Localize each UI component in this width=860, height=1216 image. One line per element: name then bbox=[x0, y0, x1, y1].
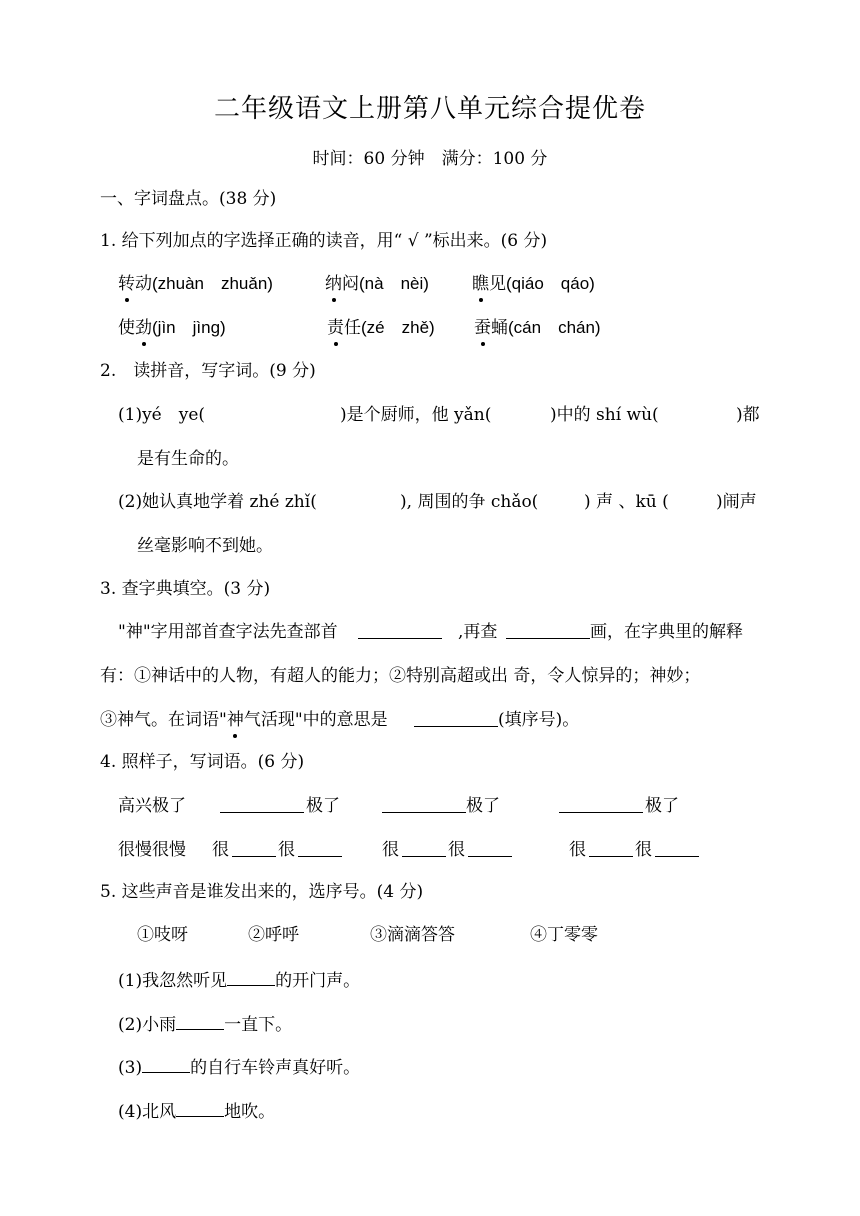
q2-line-3d: )闹声 bbox=[716, 492, 757, 512]
q2-line-3c: ) 声 、kū ( bbox=[584, 492, 669, 512]
dotted-char: 瞧 bbox=[472, 274, 489, 294]
answer-blank[interactable] bbox=[402, 838, 446, 857]
answer-blank[interactable] bbox=[227, 967, 275, 986]
q2-line-4: 丝毫影响不到她。 bbox=[137, 536, 273, 556]
pinyin-item: 转动(zhuàn zhuǎn) bbox=[118, 274, 273, 294]
q2-line-2: 是有生命的。 bbox=[137, 449, 239, 469]
q2-line-3a: (2)她认真地学着 zhé zhǐ( bbox=[118, 492, 317, 512]
option-item: ③滴滴答答 bbox=[370, 925, 455, 945]
q4-example-2: 很慢很慢 bbox=[118, 840, 186, 860]
q3-line-1c: 画，在字典里的解释 bbox=[590, 622, 743, 642]
answer-blank[interactable] bbox=[506, 620, 590, 639]
answer-blank[interactable] bbox=[559, 794, 643, 813]
question-2-heading: 2. 读拼音，写字词。(9 分) bbox=[100, 361, 316, 381]
answer-blank[interactable] bbox=[176, 1098, 224, 1117]
question-5-heading: 5. 这些声音是谁发出来的，选序号。(4 分) bbox=[100, 882, 424, 902]
question-3-heading: 3. 查字典填空。(3 分) bbox=[100, 579, 271, 599]
fill-item: (4)北风 地吹。 bbox=[118, 1098, 275, 1124]
option-item: ④丁零零 bbox=[530, 925, 598, 945]
q3-line-1b: ,再查 bbox=[458, 622, 498, 642]
page-title: 二年级语文上册第八单元综合提优卷 bbox=[213, 94, 646, 124]
q4-suffix: 极了 bbox=[306, 796, 340, 816]
dotted-char: 神 bbox=[226, 710, 244, 730]
answer-blank[interactable] bbox=[142, 1054, 190, 1073]
answer-blank[interactable] bbox=[220, 794, 304, 813]
q3-line-3c: (填序号)。 bbox=[498, 710, 580, 730]
question-1-heading: 1. 给下列加点的字选择正确的读音，用“ √ ”标出来。(6 分) bbox=[100, 231, 548, 251]
dotted-char: 责 bbox=[327, 318, 344, 338]
section-heading: 一、字词盘点。(38 分) bbox=[100, 189, 277, 209]
exam-time-score: 时间：60 分钟 满分：100 分 bbox=[312, 149, 548, 169]
option-item: ①吱呀 bbox=[137, 925, 188, 945]
answer-blank[interactable] bbox=[589, 838, 633, 857]
answer-blank[interactable] bbox=[382, 794, 466, 813]
q4-hen: 很 bbox=[569, 840, 586, 860]
q4-hen: 很 bbox=[635, 840, 652, 860]
q2-line-3b: ), 周围的争 chǎo( bbox=[400, 492, 539, 512]
pinyin-item: 使劲(jìn jìng) bbox=[118, 318, 226, 338]
q2-line-1b: )是个厨师，他 yǎn( bbox=[340, 405, 492, 425]
answer-blank[interactable] bbox=[232, 838, 276, 857]
q4-hen: 很 bbox=[448, 840, 465, 860]
dotted-char: 纳 bbox=[325, 274, 342, 294]
pinyin-item: 蚕蛹(cán chán) bbox=[474, 318, 601, 338]
q3-line-2: 有：①神话中的人物，有超人的能力；②特别高超或出 奇，令人惊异的；神妙； bbox=[100, 666, 701, 686]
option-item: ②呼呼 bbox=[248, 925, 299, 945]
pinyin-item: 责任(zé zhě) bbox=[327, 318, 435, 338]
q4-suffix: 极了 bbox=[645, 796, 679, 816]
fill-item: (3) 的自行车铃声真好听。 bbox=[118, 1054, 360, 1080]
q2-line-1d: )都 bbox=[736, 405, 760, 425]
pinyin-item: 瞧见(qiáo qáo) bbox=[472, 274, 595, 294]
fill-item: (1)我忽然听见 的开门声。 bbox=[118, 967, 360, 993]
pinyin-item: 纳闷(nà nèi) bbox=[325, 274, 429, 294]
q3-line-3: ③神气。在词语"神气活现"中的意思是 bbox=[100, 710, 388, 730]
q3-line-1a: "神"字用部首查字法先查部首 bbox=[118, 622, 338, 642]
q4-example-1: 高兴极了 bbox=[118, 796, 186, 816]
answer-blank[interactable] bbox=[298, 838, 342, 857]
answer-blank[interactable] bbox=[468, 838, 512, 857]
answer-blank[interactable] bbox=[414, 708, 498, 727]
q4-hen: 很 bbox=[212, 840, 229, 860]
q4-hen: 很 bbox=[278, 840, 295, 860]
q2-line-1c: )中的 shí wù( bbox=[550, 405, 659, 425]
answer-blank[interactable] bbox=[655, 838, 699, 857]
q4-suffix: 极了 bbox=[466, 796, 500, 816]
q4-hen: 很 bbox=[382, 840, 399, 860]
answer-blank[interactable] bbox=[358, 620, 442, 639]
fill-item: (2)小雨 一直下。 bbox=[118, 1011, 292, 1037]
q2-line-1a: (1)yé ye( bbox=[118, 405, 206, 425]
dotted-char: 劲 bbox=[135, 318, 152, 338]
answer-blank[interactable] bbox=[176, 1011, 224, 1030]
dotted-char: 转 bbox=[118, 274, 135, 294]
question-4-heading: 4. 照样子，写词语。(6 分) bbox=[100, 752, 305, 772]
dotted-char: 蚕 bbox=[474, 318, 491, 338]
